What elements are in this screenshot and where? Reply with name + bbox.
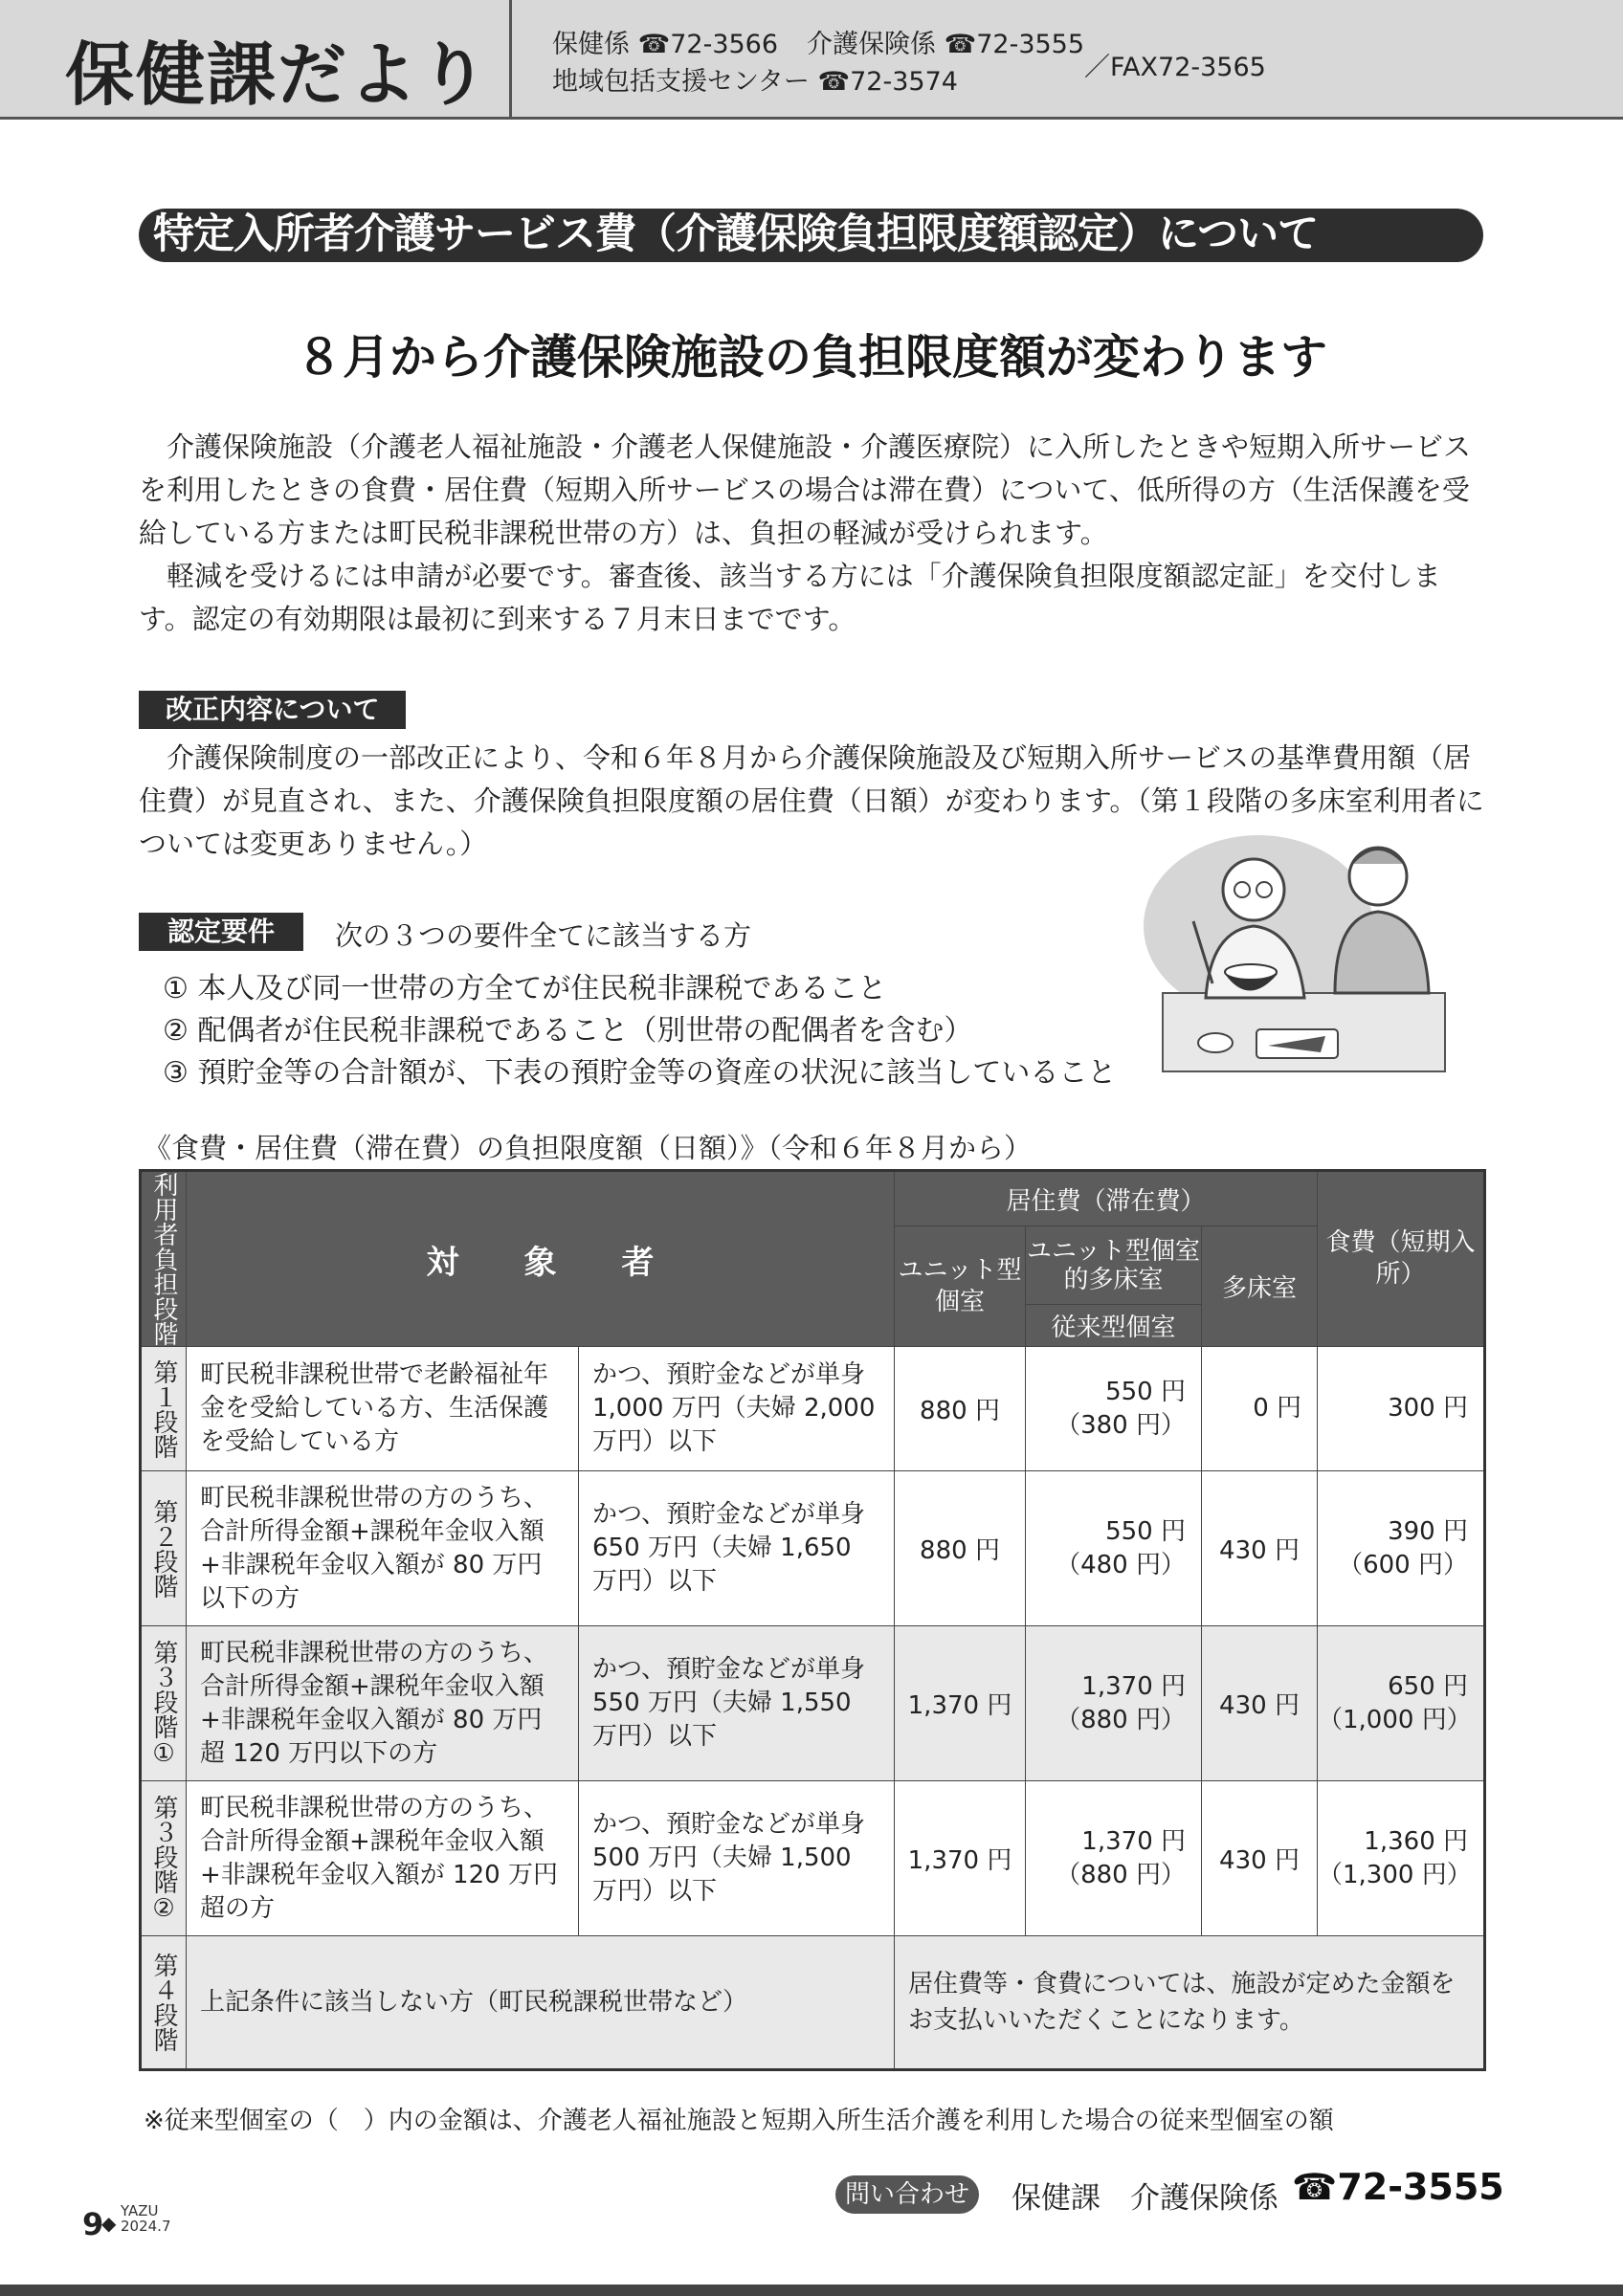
page-title: 保健課だより [65,34,491,115]
header-multi: 多床室 [1202,1226,1318,1347]
headline: ８月から介護保険施設の負担限度額が変わります [295,330,1327,385]
table-footnote: ※従来型個室の（ ）内の金額は、介護老人福祉施設と短期入所生活介護を利用した場合の従来型個室の額 [144,2107,1334,2135]
table-row: 第４段階 上記条件に該当しない方（町民税課税世帯など） 居住費等・食費については、施設が定めた金額をお支払いいただくことになります。 [141,1936,1485,2070]
header-unit-private: ユニット型個室 [895,1226,1026,1347]
requirement-item: ① 本人及び同一世帯の方全てが住民税非課税であること [163,972,887,1005]
contact-phone: ☎72-3555 [1292,2166,1504,2208]
diamond-icon: ◆ [101,2212,117,2235]
header-food: 食費（短期入所） [1318,1171,1485,1347]
intro-paragraph-1: 介護保険施設（介護老人福祉施設・介護老人保健施設・介護医療院）に入所したときや短期入所サービスを利用したときの食費・居住費（短期入所サービスの場合は滞在費）について、低所得の方（生活保護を受給している方または町民税非課税世帯の方）は、負担の軽減が受けられます。 [139,430,1472,549]
header-target: 対 象 者 [187,1171,895,1347]
header-stage: 利用者負担段階 [141,1171,187,1347]
publication-mark [121,2203,171,2234]
elderly-meal-illustration [1144,830,1459,1079]
header-fax: ／FAX72-3565 [1084,53,1266,82]
table-row: 第３段階② 町民税非課税世帯の方のうち、合計所得金額+課税年金収入額+非課税年金収入額が 120 万円超の方 かつ、預貯金などが単身 500 万円（夫婦 1,500 万円）以下 1,370 円 1,370 円 （880 円） 430 円 1,360 円 （1,300 円） [141,1781,1485,1936]
intro-paragraph-2: 軽減を受けるには申請が必要です。審査後、該当する方には「介護保険負担限度額認定証」を交付します。認定の有効期限は最初に到来する７月末日までです。 [139,560,1441,635]
requirements-label: 認定要件 [139,913,303,951]
header-unit-semi: ユニット型個室的多床室 [1026,1226,1202,1305]
contact-label: 問い合わせ [835,2175,979,2214]
table-row: 第３段階① 町民税非課税世帯の方のうち、合計所得金額+課税年金収入額+非課税年金収入額が 80 万円超 120 万円以下の方 かつ、預貯金などが単身 550 万円（夫婦 1,550 万円）以下 1,370 円 1,370 円 （880 円） 430 円 650 円 （1,000 円） [141,1626,1485,1781]
requirement-item: ③ 預貯金等の合計額が、下表の預貯金等の資産の状況に該当していること [163,1056,1117,1090]
publication-date: 2024.7 [121,2218,171,2235]
publication-name: YAZU [121,2202,159,2219]
section-banner-title: 特定入所者介護サービス費（介護保険負担限度額認定）について [153,210,1319,258]
revision-label: 改正内容について [139,691,406,729]
revision-text: 介護保険制度の一部改正により、令和６年８月から介護保険施設及び短期入所サービスの基準費用額（居住費）が見直され、また、介護保険負担限度額の居住費（日額）が変わります。（第１段階の多床室利用者については変更ありません。） [139,741,1484,860]
header-contact-center: 地域包括支援センター ☎72-3574 [552,67,958,97]
header-traditional: 従来型個室 [1026,1305,1202,1347]
burden-limit-table [139,1169,1486,2071]
header-living-cost: 居住費（滞在費） [895,1171,1318,1226]
table-row: 第１段階 町民税非課税世帯で老齢福祉年金を受給している方、生活保護を受給している方 かつ、預貯金などが単身 1,000 万円（夫婦 2,000 万円）以下 880 円 550 円 （380 円） 0 円 300 円 [141,1347,1485,1471]
requirement-item: ② 配偶者が住民税非課税であること（別世帯の配偶者を含む） [163,1014,973,1048]
header-contact-insurance: 介護保険係 ☎72-3555 [807,30,1085,59]
requirements-intro: 次の３つの要件全てに該当する方 [335,919,752,952]
page-number: 9 [82,2206,104,2242]
footer-bar [0,2285,1623,2296]
contact-department: 保健課 介護保険係 [1012,2181,1278,2216]
header-contact-health: 保健係 ☎72-3566 [552,30,779,59]
table-row: 第２段階 町民税非課税世帯の方のうち、合計所得金額+課税年金収入額+非課税年金収入額が 80 万円以下の方 かつ、預貯金などが単身 650 万円（夫婦 1,650 万円）以下 880 円 550 円 （480 円） 430 円 390 円 （600 円） [141,1471,1485,1626]
table-title: 《食費・居住費（滞在費）の負担限度額（日額）》（令和６年８月から） [144,1132,1033,1164]
